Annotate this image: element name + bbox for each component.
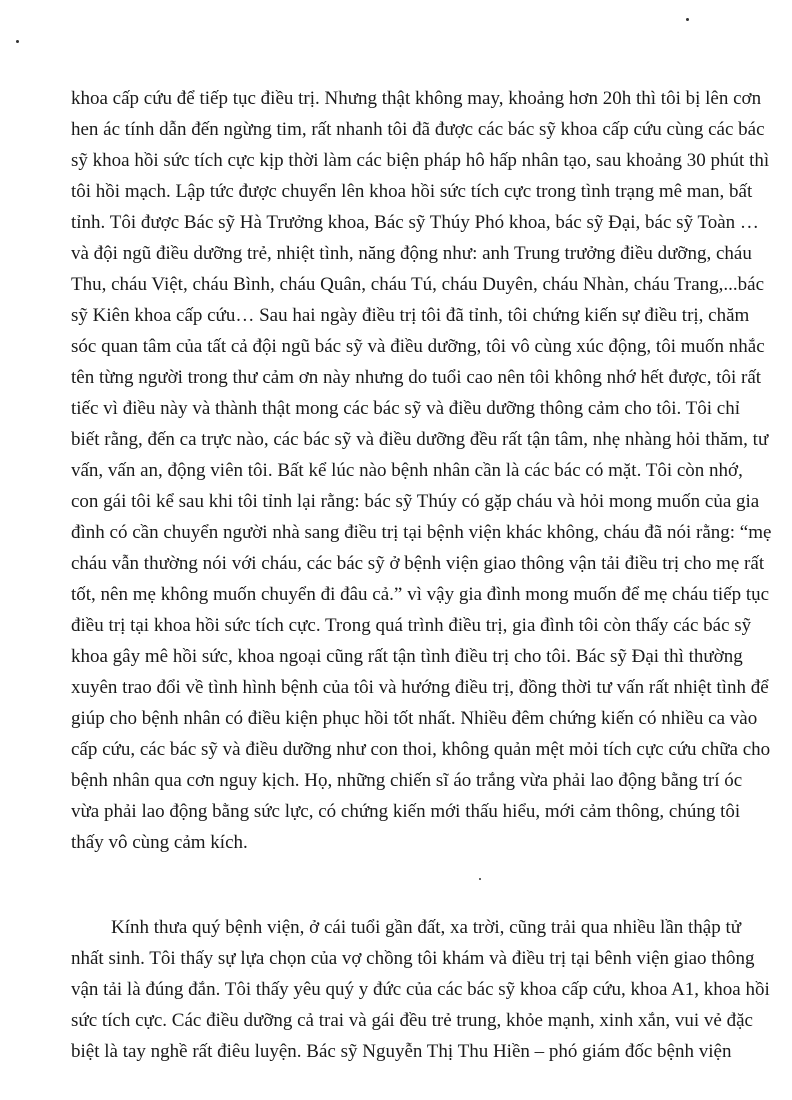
text-line: sỹ Kiên khoa cấp cứu… Sau hai ngày điều trị tôi đã tỉnh, tôi chứng kiến sự điều trị, chăm (71, 305, 750, 326)
text-line: biết rằng, đến ca trực nào, các bác sỹ và điều dưỡng đều rất tận tâm, nhẹ nhàng hỏi thăm, tư (71, 429, 769, 450)
text-line: bệnh nhân qua cơn nguy kịch. Họ, những chiến sĩ áo trắng vừa phải lao động bằng trí óc (71, 770, 743, 791)
text-line: Thu, cháu Việt, cháu Bình, cháu Quân, cháu Tú, cháu Duyên, cháu Nhàn, cháu Trang,...bác (71, 274, 765, 295)
text-line: đình có cần chuyển người nhà sang điều trị tại bệnh viện khác không, cháu đã nói rằng: “mẹ (71, 522, 772, 543)
text-line: con gái tôi kể sau khi tôi tỉnh lại rằng: bác sỹ Thúy có gặp cháu và hỏi mong muốn của gia (71, 491, 760, 512)
scan-speck (686, 18, 689, 21)
text-line: tôi hồi mạch. Lập tức được chuyển lên khoa hồi sức tích cực trong tình trạng mê man, bất (71, 181, 753, 202)
scan-speck (479, 878, 481, 880)
text-line: thấy vô cùng cảm kích. (71, 832, 248, 853)
text-line: xuyên trao đổi về tình hình bệnh của tôi và hướng điều trị, đồng thời tư vấn rất nhiệt tình để (71, 677, 769, 698)
text-line: khoa cấp cứu để tiếp tục điều trị. Nhưng thật không may, khoảng hơn 20h thì tôi bị lên cơn (71, 88, 762, 109)
text-line: sóc quan tâm của tất cả đội ngũ bác sỹ và điều dưỡng, tôi vô cùng xúc động, tôi muốn nhắc (71, 336, 765, 357)
text-line: và đội ngũ điều dưỡng trẻ, nhiệt tình, năng động như: anh Trung trưởng điều dưỡng, cháu (71, 243, 752, 264)
text-line: cấp cứu, các bác sỹ và điều dưỡng như con thoi, không quản mệt mỏi tích cực cứu chữa cho (71, 739, 771, 760)
text-line: biệt là tay nghề rất điêu luyện. Bác sỹ Nguyễn Thị Thu Hiền – phó giám đốc bệnh viện (71, 1041, 732, 1062)
text-line: sức tích cực. Các điều dưỡng cả trai và gái đều trẻ trung, khỏe mạnh, xinh xắn, vui vẻ đặc (71, 1010, 753, 1031)
text-line: điều trị tại khoa hồi sức tích cực. Trong quá trình điều trị, gia đình tôi còn thấy các bác sỹ (71, 615, 752, 636)
scan-speck (16, 40, 19, 43)
text-line: tốt, nên mẹ không muốn chuyển đi đâu cả.” vì vậy gia đình mong muốn để mẹ cháu tiếp tục (71, 584, 770, 605)
text-line: cháu vẫn thường nói với cháu, các bác sỹ ở bệnh viện giao thông vận tải điều trị cho mẹ rất (71, 553, 765, 574)
text-line: vận tải là đúng đắn. Tôi thấy yêu quý y đức của các bác sỹ khoa cấp cứu, khoa A1, khoa hồi (71, 979, 770, 1000)
text-line: nhất sinh. Tôi thấy sự lựa chọn của vợ chồng tôi khám và điều trị tại bênh viện giao thông (71, 948, 755, 969)
text-line: tiếc vì điều này và thành thật mong các bác sỹ và điều dưỡng thông cảm cho tôi. Tôi chỉ (71, 398, 740, 419)
text-line: sỹ khoa hồi sức tích cực kịp thời làm các biện pháp hô hấp nhân tạo, sau khoảng 30 phút thì (71, 150, 770, 171)
text-line: Kính thưa quý bệnh viện, ở cái tuổi gần đất, xa trời, cũng trải qua nhiều lần thập tử (111, 917, 742, 938)
text-line: tỉnh. Tôi được Bác sỹ Hà Trưởng khoa, Bác sỹ Thúy Phó khoa, bác sỹ Đại, bác sỹ Toàn … (71, 212, 759, 233)
text-line: giúp cho bệnh nhân có điều kiện phục hồi tốt nhất. Nhiều đêm chứng kiến có nhiều ca vào (71, 708, 758, 729)
text-line: khoa gây mê hồi sức, khoa ngoại cũng rất tận tình điều trị cho tôi. Bác sỹ Đại thì thường (71, 646, 743, 667)
text-line: tên từng người trong thư cảm ơn này nhưng do tuổi cao nên tôi không nhớ hết được, tôi rất (71, 367, 762, 388)
text-line: vừa phải lao động bằng sức lực, có chứng kiến mới thấu hiểu, mới cảm thông, chúng tôi (71, 801, 741, 822)
text-line: vấn, vấn an, động viên tôi. Bất kể lúc nào bệnh nhân cần là các bác có mặt. Tôi còn nhớ, (71, 460, 743, 481)
text-line: hen ác tính dẫn đến ngừng tim, rất nhanh tôi đã được các bác sỹ khoa cấp cứu cùng các bác (71, 119, 765, 140)
